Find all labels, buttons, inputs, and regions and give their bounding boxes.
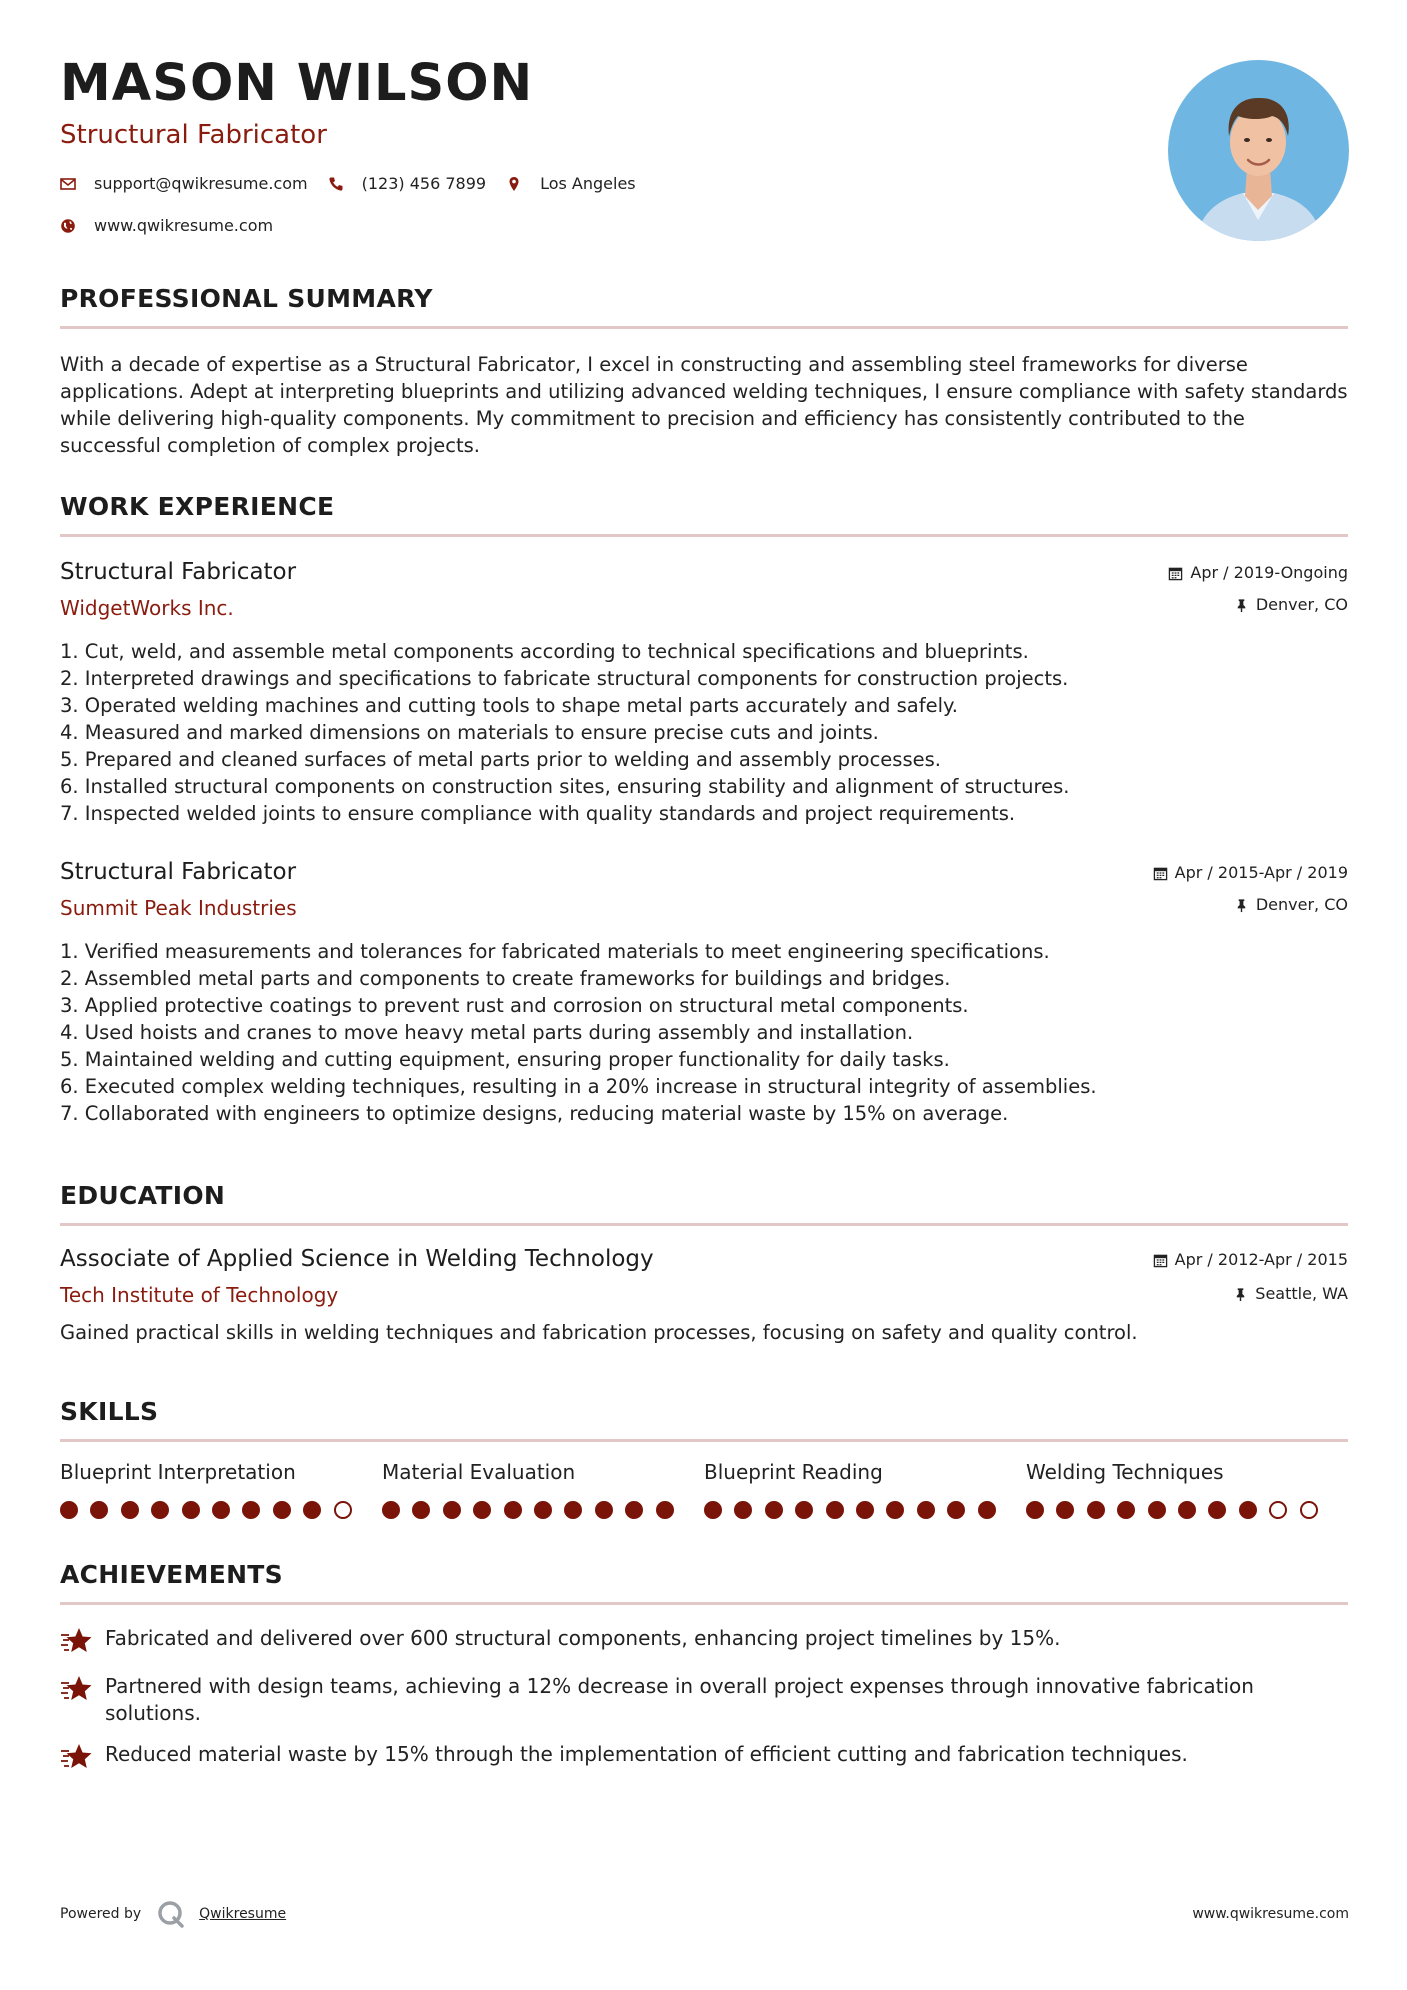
footer <box>60 1900 1349 1928</box>
skill-dot-filled <box>795 1501 813 1519</box>
list-item: 1. Verified measurements and tolerances for fabricated materials to meet engineering specifications. <box>60 940 1050 963</box>
skill-dot-empty <box>1300 1501 1318 1519</box>
skill-item <box>60 1462 382 1519</box>
candidate-name: MASON WILSON <box>60 54 534 113</box>
job-location-text: Denver, CO <box>1255 895 1348 914</box>
skill-dot-filled <box>856 1501 874 1519</box>
contact-row-primary <box>60 174 656 193</box>
skill-rating <box>1026 1501 1348 1519</box>
qwikresume-logo-icon <box>157 1900 185 1928</box>
skill-dot-filled <box>182 1501 200 1519</box>
skill-dot-filled <box>595 1501 613 1519</box>
skill-dot-filled <box>1087 1501 1105 1519</box>
pushpin-icon <box>1233 1287 1248 1302</box>
job-location <box>1234 897 1348 913</box>
skill-dot-filled <box>534 1501 552 1519</box>
skills-divider <box>60 1439 1348 1442</box>
contact-row-secondary <box>60 216 293 235</box>
list-item: 7. Collaborated with engineers to optimize designs, reducing material waste by 15% on average. <box>60 1102 1009 1125</box>
achievement-text: Fabricated and delivered over 600 structural components, enhancing project timelines by 15%. <box>105 1626 1061 1650</box>
calendar-icon <box>1168 566 1183 581</box>
job-location-text: Denver, CO <box>1255 595 1348 614</box>
list-item: 2. Interpreted drawings and specifications to fabricate structural components for construction projects. <box>60 667 1069 690</box>
skill-item <box>704 1462 1026 1519</box>
skill-name: Blueprint Interpretation <box>60 1460 296 1484</box>
skill-dot-filled <box>121 1501 139 1519</box>
skills-list <box>60 1462 1348 1519</box>
skill-dot-filled <box>1208 1501 1226 1519</box>
list-item: 6. Installed structural components on construction sites, ensuring stability and alignment of structures. <box>60 775 1070 798</box>
education-entry <box>60 1248 1348 1346</box>
summary-divider <box>60 326 1348 329</box>
education-heading: EDUCATION <box>60 1181 226 1210</box>
experience-section <box>60 494 1348 1127</box>
skill-dot-filled <box>1239 1501 1257 1519</box>
skill-dot-filled <box>382 1501 400 1519</box>
skill-dot-filled <box>1148 1501 1166 1519</box>
contact-email[interactable] <box>60 174 308 193</box>
map-pin-icon <box>506 176 522 192</box>
job-entry <box>60 861 1348 1127</box>
job-entry <box>60 561 1348 827</box>
skill-dot-filled <box>765 1501 783 1519</box>
job-dates <box>1153 865 1348 881</box>
skill-dot-filled <box>625 1501 643 1519</box>
job-dates-text: Apr / 2019-Ongoing <box>1190 563 1348 582</box>
job-title: Structural Fabricator <box>60 859 297 885</box>
achievement-item <box>60 1741 1348 1772</box>
skill-rating <box>60 1501 382 1519</box>
achievements-divider <box>60 1602 1348 1605</box>
email-text: support@qwikresume.com <box>94 174 308 193</box>
list-item: 1. Cut, weld, and assemble metal components according to technical specifications and blueprints. <box>60 640 1029 663</box>
list-item: 2. Assembled metal parts and components to create frameworks for buildings and bridges. <box>60 967 951 990</box>
job-company: Summit Peak Industries <box>60 896 297 920</box>
skill-dot-filled <box>412 1501 430 1519</box>
skill-dot-filled <box>473 1501 491 1519</box>
skill-item <box>1026 1462 1348 1519</box>
location-text: Los Angeles <box>540 174 636 193</box>
skills-heading: SKILLS <box>60 1397 159 1426</box>
list-item: 5. Maintained welding and cutting equipment, ensuring proper functionality for daily tasks. <box>60 1048 950 1071</box>
education-location <box>1233 1286 1348 1302</box>
skill-item <box>382 1462 704 1519</box>
skill-dot-filled <box>151 1501 169 1519</box>
skill-dot-filled <box>826 1501 844 1519</box>
globe-icon <box>60 218 76 234</box>
calendar-icon <box>1153 866 1168 881</box>
qwikresume-link[interactable]: Qwikresume <box>199 1906 287 1922</box>
degree-title: Associate of Applied Science in Welding Technology <box>60 1246 654 1272</box>
skill-dot-filled <box>564 1501 582 1519</box>
skill-rating <box>382 1501 704 1519</box>
skill-dot-filled <box>273 1501 291 1519</box>
list-item: 7. Inspected welded joints to ensure compliance with quality standards and project requirements. <box>60 802 1016 825</box>
star-award-icon <box>60 1742 92 1772</box>
job-bullets <box>60 938 1348 1127</box>
education-dates-text: Apr / 2012-Apr / 2015 <box>1174 1250 1348 1269</box>
skill-dot-filled <box>242 1501 260 1519</box>
contact-website[interactable] <box>60 216 273 235</box>
calendar-icon <box>1153 1253 1168 1268</box>
skill-dot-filled <box>303 1501 321 1519</box>
skill-dot-filled <box>443 1501 461 1519</box>
profile-photo <box>1168 60 1349 241</box>
skill-dot-filled <box>60 1501 78 1519</box>
education-location-text: Seattle, WA <box>1255 1284 1348 1303</box>
website-text: www.qwikresume.com <box>94 216 274 235</box>
education-description: Gained practical skills in welding techniques and fabrication processes, focusing on safety and quality control. <box>60 1321 1138 1344</box>
achievement-text: Partnered with design teams, achieving a 12% decrease in overall project expenses through innovative fabrication solutions. <box>105 1674 1254 1725</box>
skill-dot-filled <box>90 1501 108 1519</box>
job-location <box>1234 597 1348 613</box>
list-item: 6. Executed complex welding techniques, resulting in a 20% increase in structural integrity of assemblies. <box>60 1075 1097 1098</box>
skill-dot-filled <box>212 1501 230 1519</box>
skill-dot-filled <box>1056 1501 1074 1519</box>
achievement-item <box>60 1673 1348 1727</box>
achievement-item <box>60 1625 1348 1656</box>
experience-divider <box>60 534 1348 537</box>
phone-icon <box>328 176 344 192</box>
star-award-icon <box>60 1674 92 1704</box>
skill-dot-filled <box>704 1501 722 1519</box>
achievements-section <box>60 1562 1348 1772</box>
skill-dot-empty <box>1269 1501 1287 1519</box>
summary-heading: PROFESSIONAL SUMMARY <box>60 284 433 313</box>
skill-dot-filled <box>917 1501 935 1519</box>
contact-phone[interactable] <box>328 174 486 193</box>
list-item: 4. Used hoists and cranes to move heavy metal parts during assembly and installation. <box>60 1021 914 1044</box>
education-dates <box>1153 1252 1348 1268</box>
skill-rating <box>704 1501 1026 1519</box>
mail-icon <box>60 176 76 192</box>
skill-dot-filled <box>947 1501 965 1519</box>
skill-dot-filled <box>1178 1501 1196 1519</box>
list-item: 3. Applied protective coatings to prevent rust and corrosion on structural metal components. <box>60 994 969 1017</box>
list-item: 5. Prepared and cleaned surfaces of metal parts prior to welding and assembly processes. <box>60 748 941 771</box>
skill-dot-empty <box>334 1501 352 1519</box>
school-name: Tech Institute of Technology <box>60 1283 339 1307</box>
pushpin-icon <box>1234 598 1249 613</box>
skill-dot-filled <box>1026 1501 1044 1519</box>
job-title: Structural Fabricator <box>60 559 297 585</box>
phone-text: (123) 456 7899 <box>361 174 487 193</box>
list-item: 4. Measured and marked dimensions on materials to ensure precise cuts and joints. <box>60 721 879 744</box>
skill-dot-filled <box>656 1501 674 1519</box>
star-award-icon <box>60 1626 92 1656</box>
skill-name: Blueprint Reading <box>704 1460 883 1484</box>
skill-dot-filled <box>504 1501 522 1519</box>
education-section <box>60 1183 1348 1346</box>
achievement-text: Reduced material waste by 15% through the implementation of efficient cutting and fabrication techniques. <box>105 1742 1188 1766</box>
job-company: WidgetWorks Inc. <box>60 596 234 620</box>
experience-heading: WORK EXPERIENCE <box>60 492 335 521</box>
achievements-list <box>60 1625 1348 1772</box>
skill-dot-filled <box>978 1501 996 1519</box>
skill-name: Material Evaluation <box>382 1460 576 1484</box>
skills-section <box>60 1399 1348 1519</box>
list-item: 3. Operated welding machines and cutting tools to shape metal parts accurately and safely. <box>60 694 958 717</box>
summary-text: With a decade of expertise as a Structural Fabricator, I excel in constructing and assembling steel frameworks for diverse applications. Adept at interpreting blueprints and utilizing advanced welding techniques, I ensure compliance with safety standards while delivering high-quality components. My commitment to precision and efficiency has consistently contributed to the successful completion of complex projects. <box>60 353 1348 457</box>
job-dates-text: Apr / 2015-Apr / 2019 <box>1174 863 1348 882</box>
candidate-title: Structural Fabricator <box>60 120 327 150</box>
skill-dot-filled <box>1117 1501 1135 1519</box>
skill-name: Welding Techniques <box>1026 1460 1224 1484</box>
footer-website[interactable]: www.qwikresume.com <box>1192 1906 1349 1922</box>
summary-section <box>60 286 1348 459</box>
skill-dot-filled <box>734 1501 752 1519</box>
education-divider <box>60 1223 1348 1226</box>
skill-dot-filled <box>886 1501 904 1519</box>
pushpin-icon <box>1234 898 1249 913</box>
achievements-heading: ACHIEVEMENTS <box>60 1560 283 1589</box>
job-bullets <box>60 638 1348 827</box>
job-dates <box>1168 565 1348 581</box>
powered-by-label: Powered by <box>60 1906 142 1922</box>
contact-location <box>506 174 636 193</box>
